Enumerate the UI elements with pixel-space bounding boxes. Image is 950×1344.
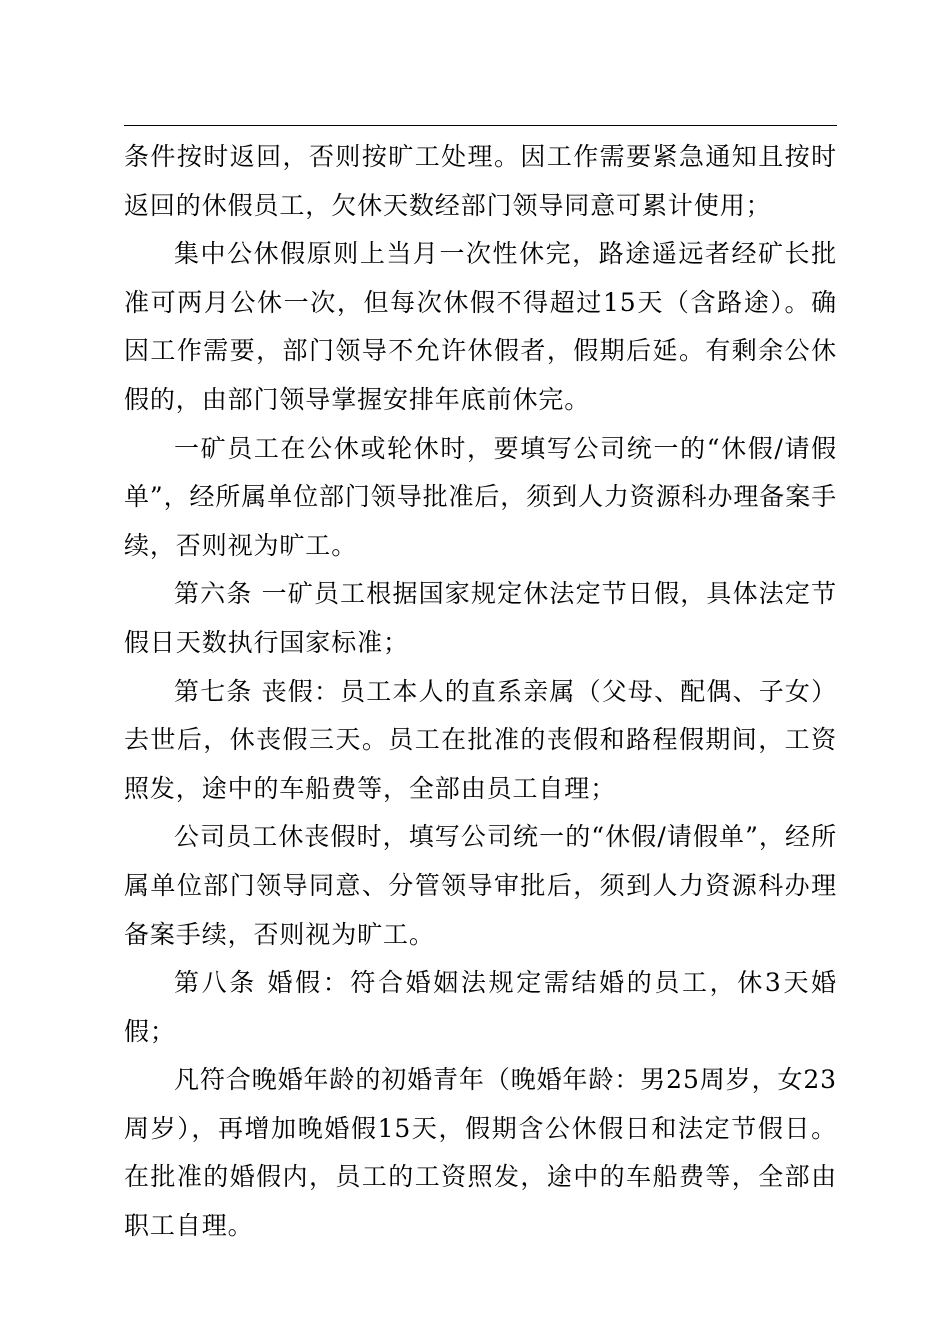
header-rule (124, 125, 837, 126)
document-body (124, 133, 837, 1251)
paragraph-public-leave: 集中公休假原则上当月一次性休完，路途遥远者经矿长批准可两月公休一次，但每次休假不得超过15天（含路途）。确因工作需要，部门领导不允许休假者，假期后延。有剩余公休假的，由部门领导掌握安排年底前休完。 (124, 239, 837, 414)
paragraph-bereavement-form: 公司员工休丧假时，填写公司统一的“休假/请假单”，经所属单位部门领导同意、分管领导审批后，须到人力资源科办理备案手续，否则视为旷工。 (124, 822, 837, 949)
paragraph-article-7: 第七条 丧假：员工本人的直系亲属（父母、配偶、子女）去世后，休丧假三天。员工在批准的丧假和路程假期间，工资照发，途中的车船费等，全部由员工自理； (124, 676, 837, 803)
paragraph-article-8: 第八条 婚假：符合婚姻法规定需结婚的员工，休3天婚假； (124, 968, 837, 1046)
paragraph-article-6: 第六条 一矿员工根据国家规定休法定节日假，具体法定节假日天数执行国家标准； (124, 579, 837, 657)
paragraph-late-marriage: 凡符合晚婚年龄的初婚青年（晚婚年龄：男25周岁，女23周岁），再增加晚婚假15天，假期含公休假日和法定节假日。在批准的婚假内，员工的工资照发，途中的车船费等，全部由职工自理。 (124, 1065, 837, 1241)
paragraph-leave-form: 一矿员工在公休或轮休时，要填写公司统一的“休假/请假单”，经所属单位部门领导批准后，须到人力资源科办理备案手续，否则视为旷工。 (124, 433, 837, 560)
paragraph-continuation: 条件按时返回，否则按旷工处理。因工作需要紧急通知且按时返回的休假员工，欠休天数经部门领导同意可累计使用； (124, 142, 837, 220)
